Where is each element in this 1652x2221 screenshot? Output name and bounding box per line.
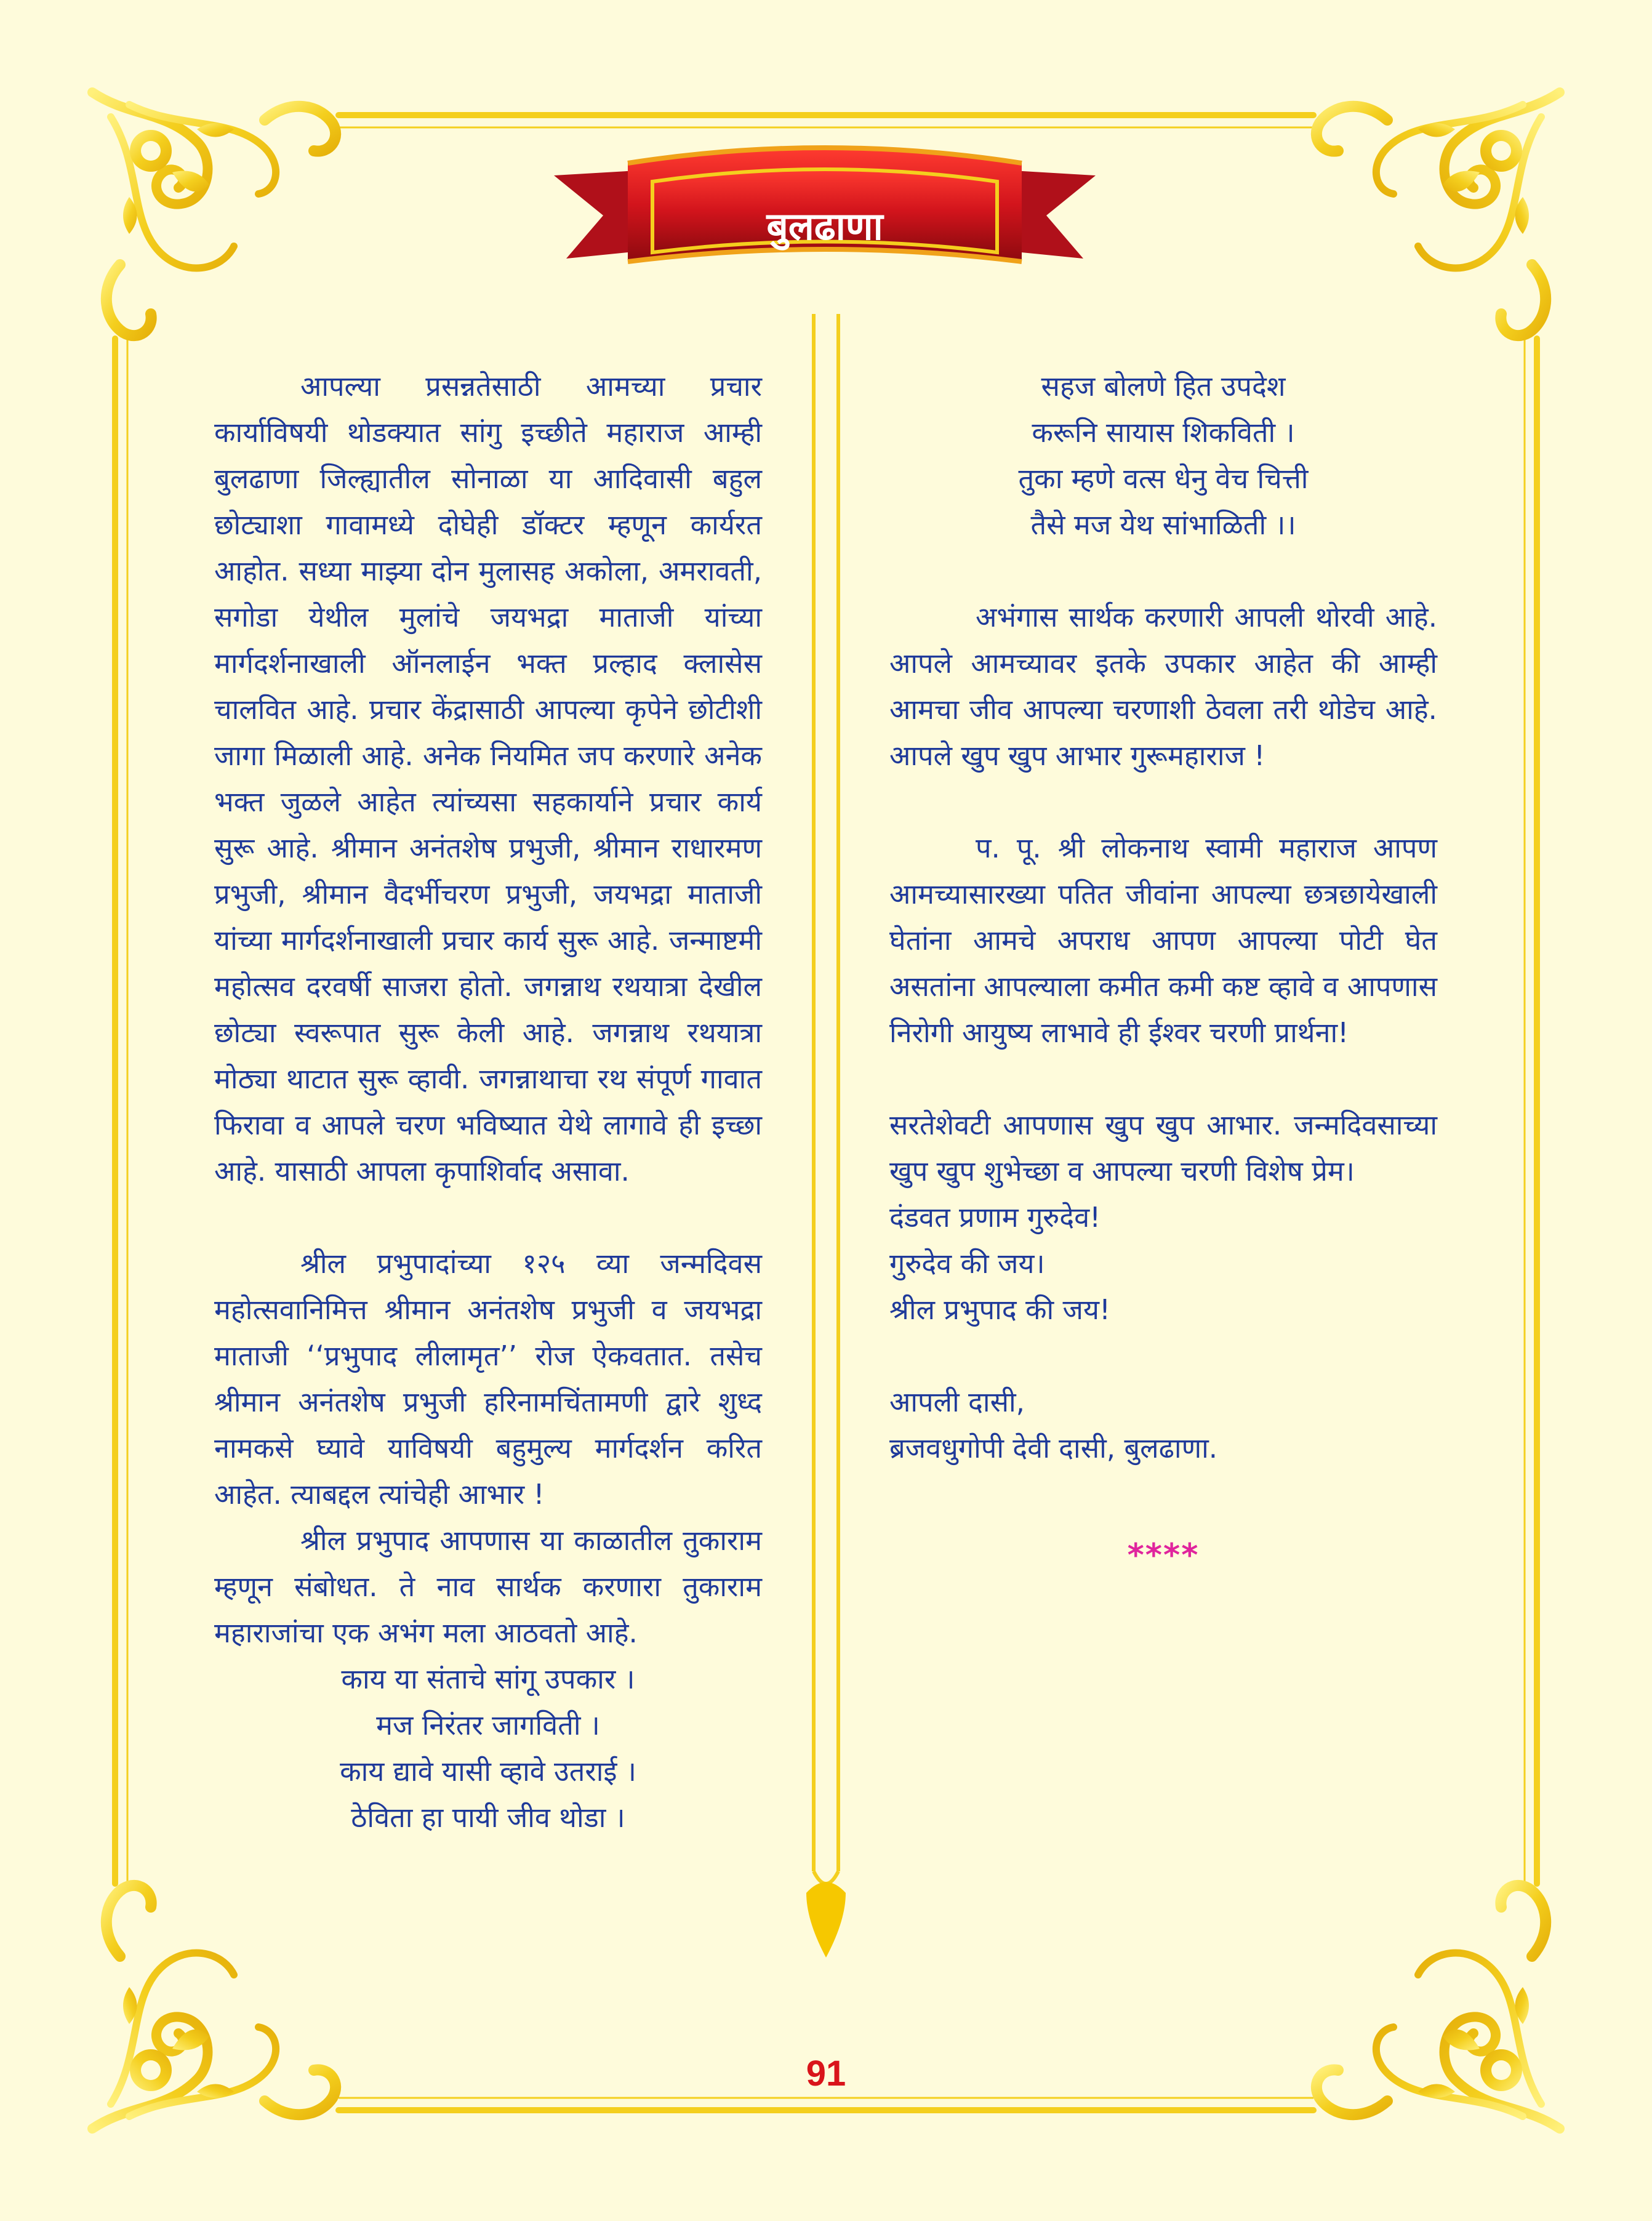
left-paragraph-3: श्रील प्रभुपाद आपणास या काळातील तुकाराम म्हणून संबोधत. ते नाव सार्थक करणारा तुकाराम महाराजांचा एक अभंग मला आठवतो आहे. [214,1524,762,1649]
column-divider [806,314,846,1958]
poem-line: काय या संताचे सांगू उपकार । [341,1663,635,1695]
sign-off: आपली दासी, [889,1386,1025,1418]
poem-line: तैसे मज येथ सांभाळिती ।। [1030,508,1296,541]
poem-line: काय द्यावे यासी व्हावे उतराई । [340,1755,636,1788]
right-paragraph-1: अभंगास सार्थक करणारी आपली थोरवी आहे. आपले आमच्यावर इतके उपकार आहेत की आम्ही आमचा जीव आपल्या चरणाशी ठेवला तरी थोडेच आहे. आपले खुप खुप आभार गुरूमहाराज ! [889,601,1437,772]
closing-line: दंडवत प्रणाम गुरुदेव! [889,1201,1101,1234]
poem-line: तुका म्हणे वत्स धेनु वेच चित्ती [1018,462,1309,495]
poem-line: करूनि सायास शिकविती । [1032,416,1295,449]
left-column [214,363,762,1841]
page-number: 91 [806,2054,846,2094]
separator-stars: **** [1127,1537,1200,1574]
right-poem [889,363,1437,548]
closing-line: श्रील प्रभुपाद की जय! [889,1293,1111,1326]
right-column [889,363,1437,1579]
page-title: बुलढाणा [766,204,883,249]
poem-line: ठेविता हा पायी जीव थोडा । [351,1801,625,1834]
closing-line: गुरुदेव की जय। [889,1247,1045,1280]
right-paragraph-2: प. पू. श्री लोकनाथ स्वामी महाराज आपण आमच्यासारख्या पतित जीवांना आपल्या छत्रछायेखाली घेतांना आमचे अपराध आपण आपल्या पोटी घेत असतांना आपल्याला कमीत कमी कष्ट व्हावे व आपणास निरोगी आयुष्य लाभावे ही ईश्वर चरणी प्रार्थना! [889,832,1437,1049]
poem-line: मज निरंतर जागविती । [376,1709,600,1741]
signature: ब्रजवधुगोपी देवी दासी, बुलढाणा. [889,1432,1218,1464]
left-paragraph-2: श्रील प्रभुपादांच्या १२५ व्या जन्मदिवस महोत्सवानिमित्त श्रीमान अनंतशेष प्रभुजी व जयभद्रा माताजी ‘‘प्रभुपाद लीलामृत’’ रोज ऐकवतात. तसेच श्रीमान अनंतशेष प्रभुजी हरिनामचिंतामणी द्वारे शुध्द नामकसे घ्यावे याविषयी बहुमुल्य मार्गदर्शन करित आहेत. त्याबद्दल त्यांचेही आभार ! [214,1247,762,1511]
left-poem [214,1656,762,1841]
left-paragraph-1: आपल्या प्रसन्नतेसाठी आमच्या प्रचार कार्याविषयी थोडक्यात सांगु इच्छीते महाराज आम्ही बुलढाणा जिल्ह्यातील सोनाळा या आदिवासी बहुल छोट्याशा गावामध्ये दोघेही डॉक्टर म्हणून कार्यरत आहोत. सध्या माझ्या दोन मुलासह अकोला, अमरावती, सगोडा येथील मुलांचे जयभद्रा माताजी यांच्या मार्गदर्शनाखाली ऑनलाईन भक्त प्रल्हाद क्लासेस चालवित आहे. प्रचार केंद्रासाठी आपल्या कृपेने छोटीशी जागा मिळाली आहे. अनेक नियमित जप करणारे अनेक भक्त जुळले आहेत त्यांच्यसा सहकार्याने प्रचार कार्य सुरू आहे. श्रीमान अनंतशेष प्रभुजी, श्रीमान राधारमण प्रभुजी, श्रीमान वैदर्भीचरण प्रभुजी, जयभद्रा माताजी यांच्या मार्गदर्शनाखाली प्रचार कार्य सुरू आहे. जन्माष्टमी महोत्सव दरवर्षी साजरा होतो. जगन्नाथ रथयात्रा देखील छोट्या स्वरूपात सुरू केली आहे. जगन्नाथ रथयात्रा मोठ्या थाटात सुरू व्हावी. जगन्नाथाचा रथ संपूर्ण गावात फिरावा व आपले चरण भविष्यात येथे लागावे ही इच्छा आहे. यासाठी आपला कृपाशिर्वाद असावा. [214,370,762,1187]
right-paragraph-3: सरतेशेवटी आपणास खुप खुप आभार. जन्मदिवसाच्या खुप खुप शुभेच्छा व आपल्या चरणी विशेष प्रेम। [889,1109,1437,1187]
poem-line: सहज बोलणे हित उपदेश [1041,370,1286,403]
